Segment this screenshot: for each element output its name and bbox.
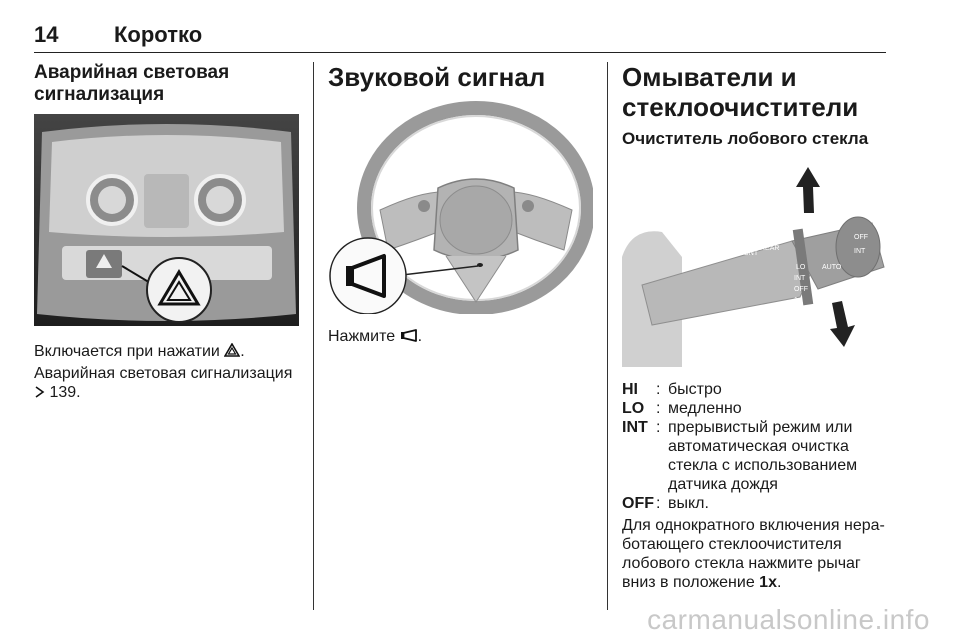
wiper-modes-list [622,380,887,513]
hazard-triangle-icon [224,343,240,357]
horn-section [328,62,593,345]
label-1x: 1x [794,297,802,304]
label-auto: AUTO [822,264,842,271]
separator: : [656,400,661,417]
label-off-knob: OFF [854,234,868,241]
hazard-illustration [34,114,299,326]
separator: : [656,381,661,398]
wiper-lever-illustration [622,157,887,367]
wipers-section [622,62,887,591]
column-divider [313,62,314,610]
hazard-reference-text: Аварийная световая сигнализация [34,365,293,382]
hazard-instruction [34,342,299,361]
hazard-section [34,62,299,401]
list-item [622,494,887,513]
page-number: 14 [34,22,59,47]
hazard-instruction-end: . [240,343,245,360]
hazard-reference-page[interactable]: 139. [49,384,81,401]
wipers-title: Омыватели и стеклоочистители [622,62,859,122]
hazard-instruction-text: Включается при нажатии [34,343,220,360]
list-item [622,399,887,418]
label-rear: REAR [760,245,780,252]
horn-icon [400,329,418,342]
horn-instruction-text: Нажмите [328,328,396,345]
page-header [34,22,886,53]
label-int-knob: INT [854,248,866,255]
mode-key: HI [622,381,638,398]
mode-description: выкл. [668,495,709,512]
horn-instruction-end: . [417,328,423,345]
separator: : [656,419,661,436]
hazard-title: Аварийная световая сигнализация [34,62,230,105]
list-item [622,418,887,494]
horn-title: Звуковой сигнал [328,62,546,92]
label-off: OFF [794,286,808,293]
label-int: INT [794,275,806,282]
mode-key: OFF [622,495,654,512]
mode-description: медленно [668,400,742,417]
watermark: carmanualsonline.info [647,604,930,635]
column-divider [607,62,608,610]
horn-instruction [328,327,593,346]
single-wipe-instruction [622,516,890,592]
mode-key: LO [622,400,645,417]
label-lo: LO [796,264,806,271]
mode-key: INT [622,419,648,436]
chapter-title: Коротко [114,22,203,47]
hazard-figure [34,114,299,326]
horn-figure [328,100,593,314]
steering-wheel-illustration [328,100,593,314]
list-item [622,380,887,399]
single-wipe-end: . [776,574,782,591]
mode-description: прерывистый режим или автоматическая очистка стекла с использованием датчика дождя [668,419,858,493]
single-wipe-position: 1x [759,574,777,591]
mode-description: быстро [668,381,722,398]
page-reference-icon [34,386,45,398]
separator: : [656,495,661,512]
label-front: FRONT [734,250,759,257]
wiper-lever-figure [622,157,887,367]
single-wipe-text: Для однократного включения нера-ботающего стеклоочистителя лобового стекла нажмите рычаг вниз в положение [622,517,885,591]
windscreen-wiper-subtitle: Очиститель лобового стекла [622,129,869,148]
hazard-reference [34,364,299,402]
